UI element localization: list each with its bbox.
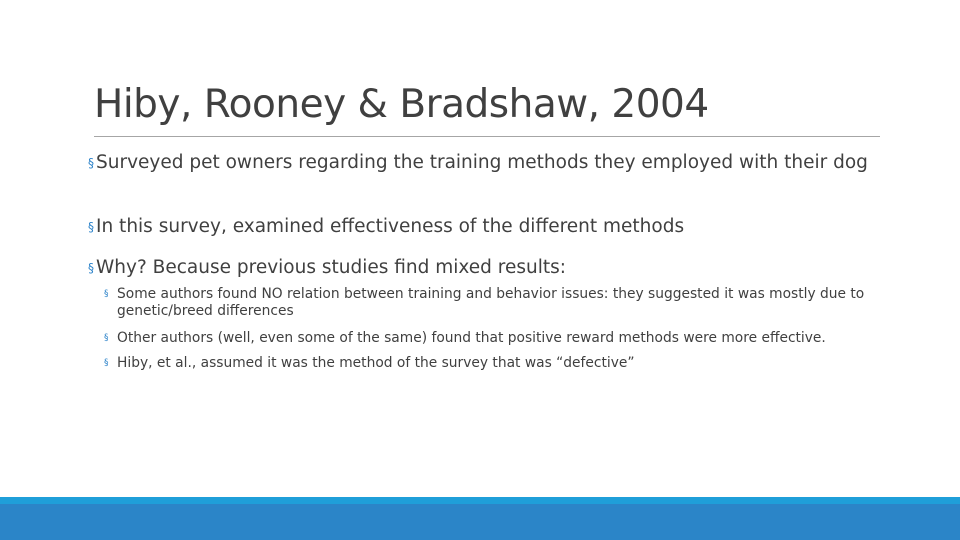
sub-bullet-item [104, 286, 884, 320]
slide-title: Hiby, Rooney & Bradshaw, 2004 [94, 82, 709, 127]
sub-bullet-icon: § [104, 358, 109, 368]
sub-bullet-item [104, 330, 884, 347]
sub-bullet-text: Some authors found NO relation between training and behavior issues: they suggested it was mostly due to genetic/breed differences [117, 286, 865, 319]
bullet-text: Surveyed pet owners regarding the training methods they employed with their dog [96, 152, 868, 173]
bullet-text: In this survey, examined effectiveness of the different methods [96, 216, 685, 237]
sub-bullet-icon: § [104, 289, 109, 299]
footer-accent-stripe [0, 497, 960, 504]
bullet-item [88, 151, 878, 175]
title-divider [94, 136, 880, 137]
sub-bullet-item [104, 355, 884, 372]
sub-bullet-text: Other authors (well, even some of the same) found that positive reward methods were more effective. [117, 330, 826, 346]
sub-bullet-text: Hiby, et al., assumed it was the method of the survey that was “defective” [117, 355, 635, 371]
bullet-item [88, 215, 878, 239]
bullet-icon: § [88, 261, 94, 275]
bullet-icon: § [88, 220, 94, 234]
bullet-text: Why? Because previous studies find mixed results: [96, 257, 567, 278]
bullet-item [88, 256, 878, 280]
bullet-icon: § [88, 156, 94, 170]
sub-bullet-icon: § [104, 333, 109, 343]
